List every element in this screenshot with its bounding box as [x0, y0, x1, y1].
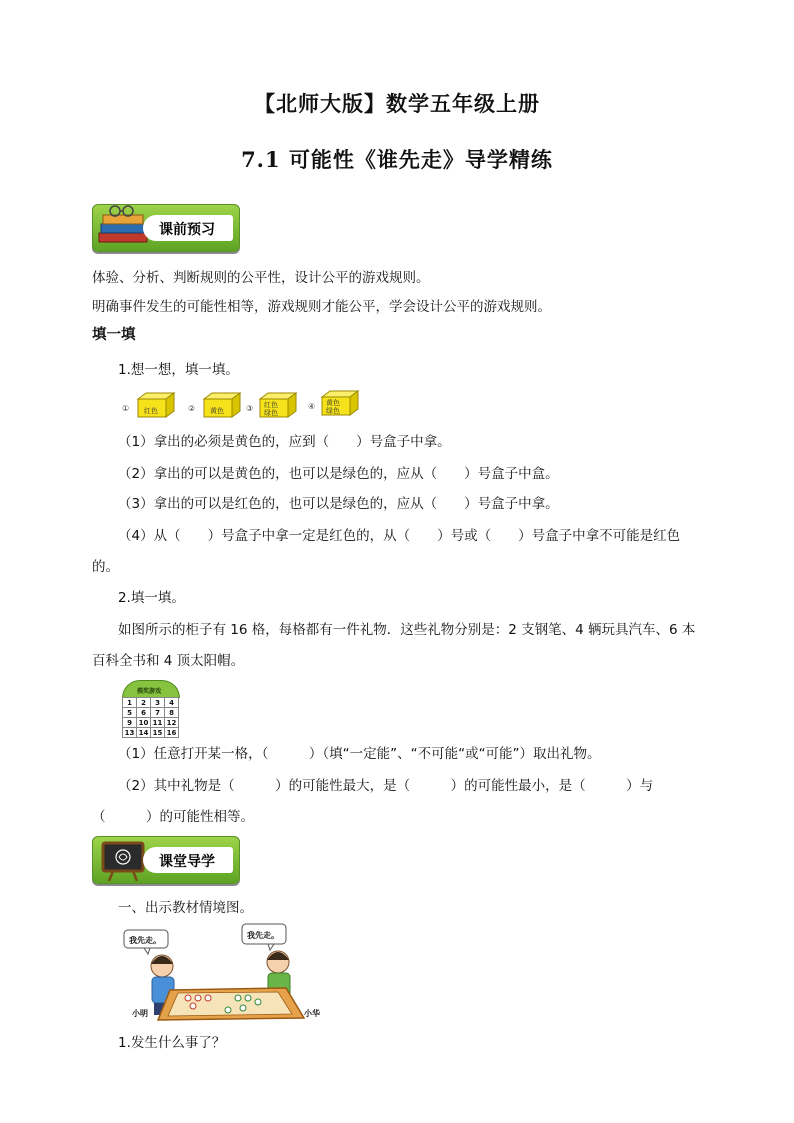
preview-banner	[92, 204, 240, 252]
cabinet-title: 摸奖游戏	[137, 688, 162, 695]
page-title: 【北师大版】数学五年级上册	[254, 91, 540, 116]
classroom-banner	[92, 836, 240, 884]
q1-item-2: （2）拿出的可以是黄色的，也可以是绿色的，应从（ ）号盒子中盒。	[118, 466, 559, 482]
q1-item-4-cont: 的。	[92, 559, 119, 575]
box-1-number: ①	[122, 404, 130, 413]
cabinet-cell: 3	[151, 698, 165, 708]
box-row	[118, 392, 368, 418]
fill-heading: 填一填	[92, 327, 136, 343]
name-left: 小明	[132, 1009, 148, 1018]
bubble-left-text: 我先走。	[129, 936, 161, 945]
q2-text-2: 百科全书和 4 顶太阳帽。	[92, 653, 245, 669]
cabinet-cell: 16	[165, 728, 179, 738]
q2-item-1: （1）任意打开某一格，（ ）（填“一定能”、“不可能“或“可能”）取出礼物。	[118, 746, 601, 762]
cabinet-cell: 11	[151, 718, 165, 728]
box-2-label: 黄色	[210, 407, 224, 415]
q1-title: 1.想一想，填一填。	[118, 362, 239, 378]
cabinet-top	[122, 680, 180, 698]
cabinet-cell: 10	[137, 718, 151, 728]
box-3-number: ③	[246, 404, 254, 413]
q1-item-1: （1）拿出的必须是黄色的，应到（ ）号盒子中拿。	[118, 434, 451, 450]
name-right: 小华	[304, 1009, 320, 1018]
classroom-banner-label: 课堂导学	[159, 854, 215, 870]
box-2-number: ②	[188, 404, 196, 413]
box-4-label: 黄色 绿色	[326, 399, 340, 415]
box-4-number: ④	[308, 402, 316, 411]
blackboard-icon	[99, 840, 147, 882]
lesson-title: 7.1 可能性《谁先走》导学精练	[241, 147, 553, 172]
preview-banner-label: 课前预习	[159, 222, 215, 238]
q1-item-4: （4）从（ ）号盒子中拿一定是红色的，从（ ）号或（ ）号盒子中拿不可能是红色	[118, 528, 681, 544]
q2-title: 2.填一填。	[118, 590, 185, 606]
cabinet-grid	[122, 697, 179, 738]
box-1-label: 红色	[144, 407, 158, 415]
bubble-right-text: 我先走。	[247, 931, 279, 940]
cabinet-cell: 9	[123, 718, 137, 728]
cabinet-cell: 7	[151, 708, 165, 718]
cabinet-cell: 2	[137, 698, 151, 708]
lesson-step-1: 一、出示教材情境图。	[118, 900, 253, 916]
cabinet-cell: 1	[123, 698, 137, 708]
cabinet-cell: 12	[165, 718, 179, 728]
q1-item-3: （3）拿出的可以是红色的，也可以是绿色的，应从（ ）号盒子中拿。	[118, 496, 559, 512]
intro-line-1: 体验、分析、判断规则的公平性，设计公平的游戏规则。	[92, 270, 430, 286]
cabinet-cell: 5	[123, 708, 137, 718]
q2-item-2-cont: （ ）的可能性相等。	[92, 809, 254, 825]
cabinet-figure	[120, 680, 182, 738]
scene-illustration	[118, 922, 336, 1030]
cabinet-cell: 8	[165, 708, 179, 718]
cabinet-cell: 4	[165, 698, 179, 708]
lesson-question-1: 1.发生什么事了？	[118, 1035, 226, 1051]
intro-line-2: 明确事件发生的可能性相等，游戏规则才能公平，学会设计公平的游戏规则。	[92, 299, 551, 315]
cabinet-cell: 6	[137, 708, 151, 718]
q2-item-2: （2）其中礼物是（ ）的可能性最大，是（ ）的可能性最小，是（ ）与	[118, 778, 654, 794]
cabinet-cell: 15	[151, 728, 165, 738]
q2-text-1: 如图所示的柜子有 16 格，每格都有一件礼物．这些礼物分别是：2 支钢笔、4 辆玩具汽车、6 本	[118, 622, 696, 638]
cabinet-cell: 14	[137, 728, 151, 738]
box-3-label: 红色 绿色	[264, 401, 278, 417]
cabinet-cell: 13	[123, 728, 137, 738]
